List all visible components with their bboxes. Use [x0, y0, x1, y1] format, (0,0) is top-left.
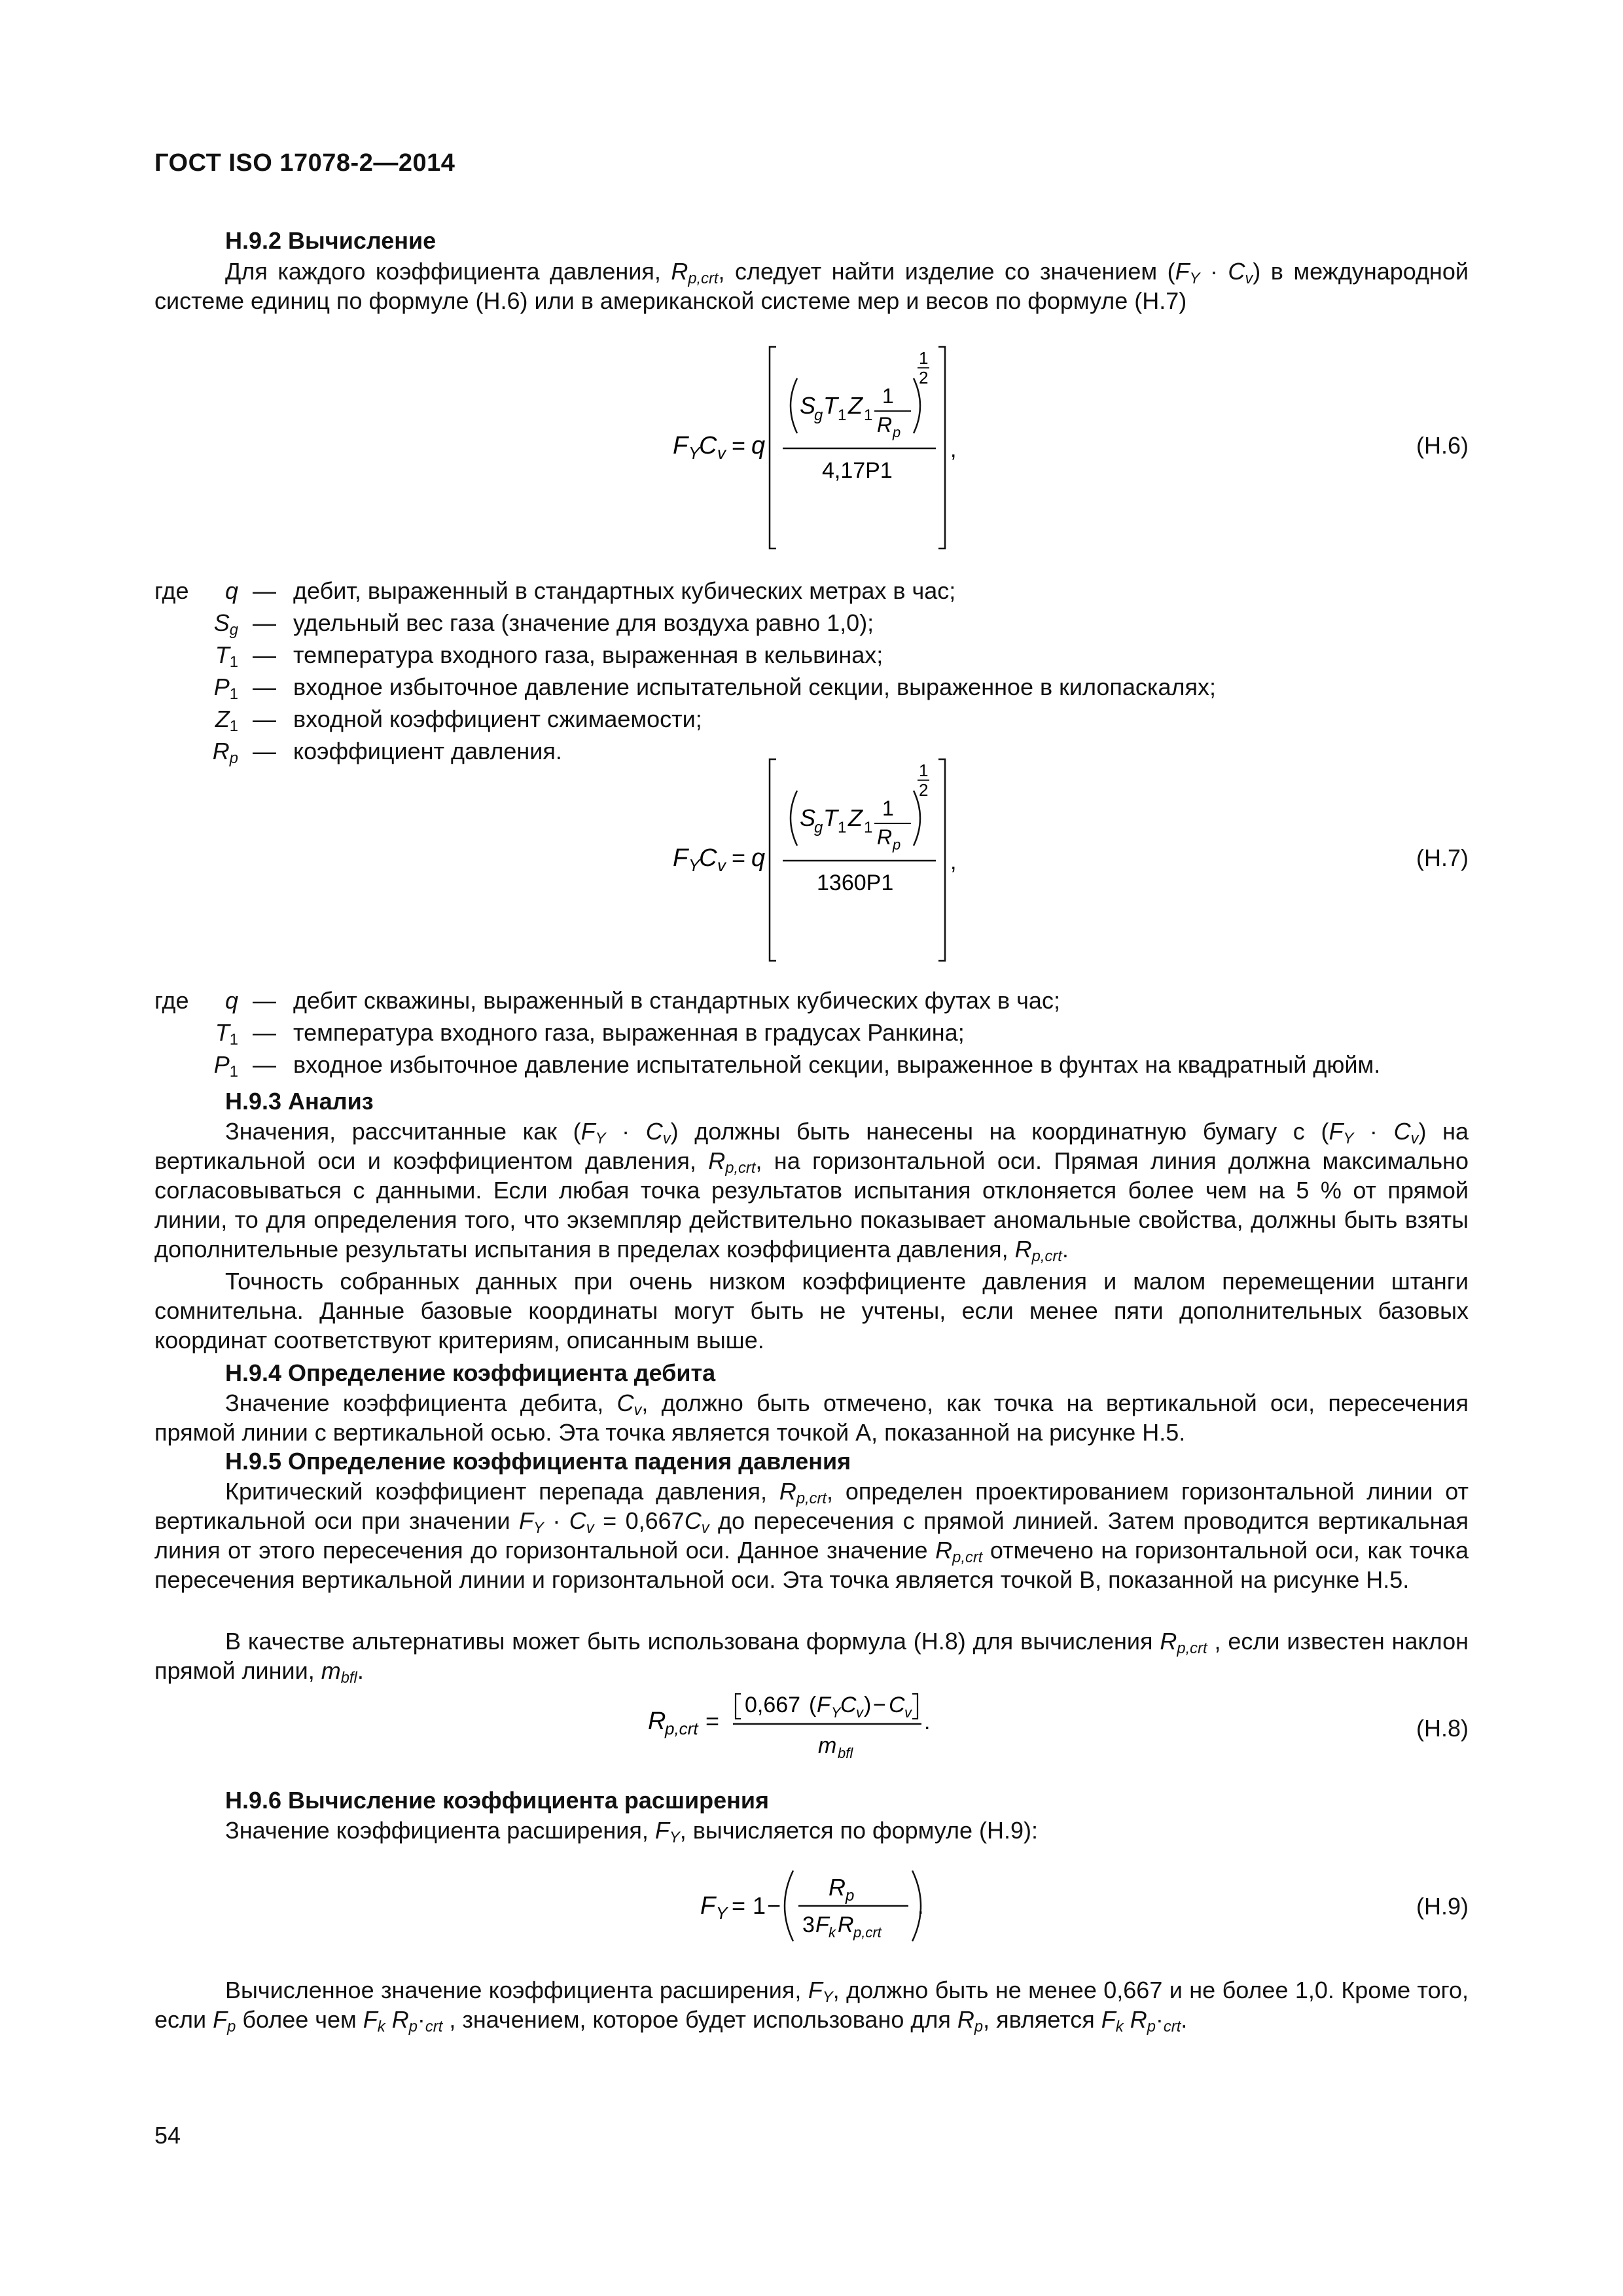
- paragraph-h-9-5-1: Критический коэффициент перепада давления, $R_{p,crt}$, определен проектированием горизонтальной линии от вертикальной оси при значении $F_Y \cdot C_v = 0,667C_v$ до пересечения с прямой линией. Затем проводится вертикальная линия от этого пересечения до горизонтальной оси. Данное значение $R_{p,crt}$ отмечено на горизонтальной оси, как точка пересечения вертикальной линии и горизонтальной оси. Эта точка является точкой В, показанной на рисунке Н.5.: [154, 1478, 1469, 1593]
- where-item: $T_1$ — температура входного газа, выраженная в градусах Ранкина;: [215, 1019, 965, 1049]
- where-item: $T_1$ — температура входного газа, выраженная в кельвинах;: [215, 641, 883, 671]
- svg-text:v: v: [717, 855, 726, 875]
- svg-text:p: p: [893, 424, 901, 440]
- svg-text:C: C: [699, 844, 717, 872]
- svg-text:v: v: [856, 1704, 863, 1721]
- svg-text:C: C: [889, 1693, 905, 1717]
- svg-text:(: (: [809, 1693, 817, 1717]
- svg-text:1: 1: [838, 406, 847, 424]
- svg-text:Y: Y: [688, 855, 700, 875]
- svg-text:Z: Z: [848, 804, 863, 831]
- svg-text:C: C: [840, 1693, 857, 1717]
- document-header: ГОСТ ISO 17078-2—2014: [154, 149, 455, 177]
- svg-text:S: S: [800, 392, 816, 419]
- svg-text:Y: Y: [688, 443, 700, 463]
- formula-h-7: [654, 753, 1008, 969]
- heading-h-9-3: Н.9.3 Анализ: [225, 1088, 374, 1115]
- where-item: $P_1$ — входное избыточное давление испытательной секции, выраженное в килопаскалях;: [213, 673, 1216, 703]
- paragraph-h-9-3-1: Значения, рассчитанные как $(F_Y \cdot C_v)$ должны быть нанесены на координатную бумагу с $(F_Y \cdot C_v)$ на вертикальной оси и коэффициентом давления, $R_{p,crt}$, на горизонтальной оси. Прямая линия должна максимально согласовываться с данными. Если любая точка результатов испытания отклоняется более чем на 5 % от прямой линии, то для определения того, что экземпляр действительно показывает аномальные свойства, должны быть взяты дополнительные результаты испытания в пределах коэффициента давления, $R_{p,crt}$.: [154, 1118, 1469, 1265]
- svg-text:1: 1: [882, 384, 894, 408]
- svg-text:=: =: [732, 844, 746, 871]
- svg-text:3: 3: [802, 1912, 815, 1937]
- equation-number-h-7: (Н.7): [1416, 844, 1469, 871]
- svg-text:=: =: [705, 1708, 720, 1734]
- where-item: $R_p$ — коэффициент давления.: [212, 738, 562, 767]
- svg-text:,: ,: [950, 437, 957, 462]
- svg-text:p: p: [846, 1887, 855, 1905]
- svg-text:g: g: [814, 819, 823, 836]
- equation-number-h-8: (Н.8): [1416, 1715, 1469, 1742]
- svg-text:F: F: [673, 432, 688, 459]
- svg-text:q: q: [751, 432, 766, 459]
- svg-text:T: T: [823, 392, 838, 419]
- where-item: где q — дебит скважины, выраженный в стандартных кубических футах в час;: [154, 987, 1060, 1014]
- svg-text:R: R: [829, 1874, 846, 1901]
- where-list-h-7: [154, 987, 1469, 1083]
- svg-text:2: 2: [919, 780, 929, 800]
- svg-text:): ): [864, 1693, 872, 1717]
- svg-text:0,667: 0,667: [745, 1693, 801, 1717]
- where-item: где q — дебит, выраженный в стандартных кубических метрах в час;: [154, 577, 956, 604]
- svg-text:p,crt: p,crt: [665, 1719, 698, 1738]
- where-item: $Z_1$ — входной коэффициент сжимаемости;: [215, 706, 702, 735]
- svg-text:1: 1: [838, 819, 847, 836]
- svg-text:−: −: [767, 1892, 781, 1919]
- paragraph-h-9-4: Значение коэффициента дебита, $C_v$, должно быть отмечено, как точка на вертикальной оси, пересечения прямой линии с вертикальной осью. Эта точка является точкой А, показанной на рисунке Н.5.: [154, 1390, 1469, 1446]
- svg-text:2: 2: [919, 368, 929, 387]
- paragraph-h-9-6: Значение коэффициента расширения, $F_Y$, вычисляется по формуле (Н.9):: [225, 1817, 1039, 1846]
- svg-text:F: F: [817, 1693, 830, 1717]
- svg-text:p: p: [893, 836, 901, 853]
- svg-text:v: v: [904, 1704, 912, 1721]
- svg-text:−: −: [873, 1693, 886, 1717]
- paragraph-h-9-3-2: Точность собранных данных при очень низком коэффициенте давления и малом перемещении штанги сомнительна. Данные базовые координаты могут быть не учтены, если менее пяти дополнительных базовых координат соответствуют критериям, описанным выше.: [154, 1268, 1469, 1354]
- svg-text:p,crt: p,crt: [853, 1924, 882, 1941]
- paragraph-h-9-2: Для каждого коэффициента давления, $R_{p,crt}$, следует найти изделие со значением $(F_Y \cdot C_v)$ в международной системе единиц по формуле (Н.6) или в американской системе мер и весов по формуле (Н.7): [154, 258, 1469, 314]
- heading-h-9-2: Н.9.2 Вычисление: [225, 227, 437, 254]
- svg-text:S: S: [800, 804, 816, 831]
- svg-text:1: 1: [919, 761, 929, 780]
- svg-text:1: 1: [882, 797, 894, 820]
- heading-h-9-4: Н.9.4 Определение коэффициента дебита: [225, 1359, 716, 1386]
- svg-text:k: k: [829, 1924, 836, 1941]
- svg-text:R: R: [877, 825, 893, 849]
- paragraph-final: Вычисленное значение коэффициента расширения, $F_Y$, должно быть не менее 0,667 и не более 1,0. Кроме того, если $F_p$ более чем $F_k$ $R_p\cdot_{crt}$ , значением, которое будет использовано для $R_p$, является $F_k$ $R_p\cdot_{crt}$.: [154, 1977, 1469, 2036]
- h7-denominator: 1360P1: [817, 870, 894, 895]
- svg-text:1: 1: [864, 819, 873, 836]
- svg-text:.: .: [924, 1710, 931, 1734]
- page-number: 54: [154, 2122, 181, 2149]
- svg-text:R: R: [838, 1912, 854, 1937]
- equation-number-h-6: (Н.6): [1416, 432, 1469, 459]
- svg-text:F: F: [815, 1912, 829, 1937]
- equation-number-h-9: (Н.9): [1416, 1893, 1469, 1920]
- svg-text:T: T: [823, 804, 838, 831]
- svg-text:F: F: [700, 1892, 716, 1920]
- svg-text:v: v: [717, 443, 726, 463]
- formula-h-9: [694, 1859, 955, 1950]
- svg-text:g: g: [814, 406, 823, 424]
- paragraph-h-9-5-2: В качестве альтернативы может быть использована формула (Н.8) для вычисления $R_{p,crt}$ , если известен наклон прямой линии, $m_{bfl}$.: [154, 1628, 1469, 1687]
- svg-text:1: 1: [864, 406, 873, 424]
- where-item: $S_g$ — удельный вес газа (значение для воздуха равно 1,0);: [213, 609, 874, 639]
- svg-text:,: ,: [950, 850, 957, 874]
- svg-text:=: =: [732, 1892, 746, 1919]
- svg-text:Y: Y: [716, 1903, 728, 1923]
- heading-h-9-6: Н.9.6 Вычисление коэффициента расширения: [225, 1787, 769, 1814]
- heading-h-9-5: Н.9.5 Определение коэффициента падения давления: [225, 1448, 851, 1475]
- svg-text:.: .: [918, 1894, 924, 1919]
- svg-text:Y: Y: [831, 1704, 841, 1721]
- formula-h-6: [654, 340, 1008, 556]
- svg-text:=: =: [732, 432, 746, 459]
- where-item: $P_1$ — входное избыточное давление испытательной секции, выраженное в фунтах на квадратный дюйм.: [213, 1051, 1381, 1081]
- svg-text:m: m: [818, 1733, 837, 1758]
- h6-denominator: 4,17P1: [822, 458, 893, 483]
- svg-text:1: 1: [753, 1892, 766, 1919]
- svg-text:F: F: [673, 844, 688, 872]
- svg-text:q: q: [751, 844, 766, 872]
- svg-text:1: 1: [919, 348, 929, 368]
- svg-text:Z: Z: [848, 392, 863, 419]
- where-list-h-6: [154, 577, 1469, 770]
- formula-h-8: [648, 1682, 988, 1767]
- svg-text:bfl: bfl: [838, 1745, 853, 1761]
- svg-text:R: R: [648, 1708, 666, 1735]
- svg-text:C: C: [699, 432, 717, 459]
- svg-text:R: R: [877, 413, 893, 437]
